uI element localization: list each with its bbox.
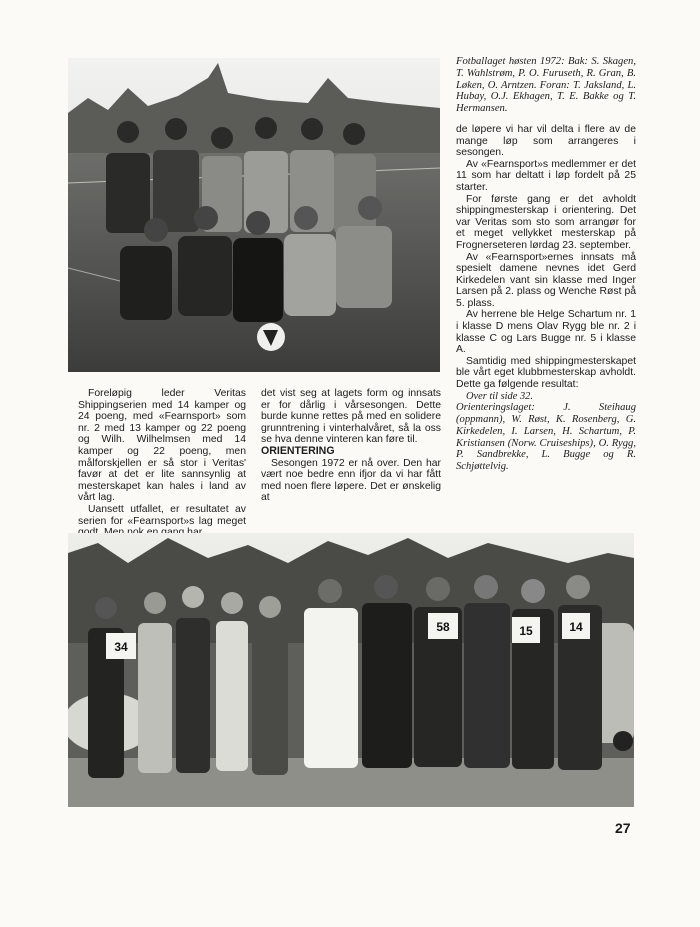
orienteering-team-photo [68, 533, 634, 807]
paragraph: Av «Fearnsport»s medlemmer er det 11 som har deltatt i løp fordelt på 25 starter. [456, 158, 636, 193]
orienteering-caption: Orienteringslaget: J. Steihaug (oppmann), W. Røst, K. Rosenberg, G. Kirkedelen, I. Larsen, H. Schartum, P. Kristiansen (Norw. Cruiseships), O. Rygg, P. Sandbrekke, L. Bugge og R. Schjøttelvig. [456, 402, 636, 473]
left-column [78, 388, 246, 539]
paragraph: Foreløpig leder Veritas Shippingserien med 14 kamper og 24 poeng, med «Fearnsport» som nr. 2 med 13 kamper og 22 poeng og Wilh. Wilhelmsen med 14 kamper og 22 poeng, men målforskjellen er så stor i Veritas' favør at det er lite sannsynlig at mesterskapet kan hales i land av vårt lag. [78, 388, 246, 504]
page-number: 27 [615, 820, 631, 836]
football-team-photo [68, 58, 440, 372]
race-bib: 15 [519, 624, 533, 638]
continued-note: Over til side 32. [466, 390, 533, 402]
paragraph: Sesongen 1972 er nå over. Den har vært noe bedre enn ifjor da vi har fått med noen flere løpere. Det er ønskelig at [261, 457, 441, 504]
paragraph: Uansett utfallet, er resultatet av serien for «Fearnsport»s lag meget [78, 503, 246, 527]
middle-column [261, 388, 441, 504]
race-bib: 58 [436, 620, 450, 634]
paragraph: Av «Fearnsport»ernes innsats må spesielt damene nevnes idet Gerd Kirkedelen vant sin klasse med Inger Larsen på 2. plass og Wenche Røst på 5. plass. [456, 251, 636, 309]
paragraph: Av herrene ble Helge Schartum nr. 1 i klasse D mens Olav Rygg ble nr. 2 i klasse C og Lars Bugge nr. 5 i klasse A. [456, 309, 636, 356]
paragraph: Samtidig med shippingmesterskapet ble vårt eget klubbmesterskap avholdt. Dette ga følgende resultat: [456, 355, 636, 391]
football-caption: Fotballaget høsten 1972: Bak: S. Skagen, T. Wahlstrøm, P. O. Furuseth, R. Gran, B. Løken, O. Arntzen. Foran: T. Jaksland, L. Hubay, O.J. Ekhagen, T. E. Bakke og T. Hermansen. [456, 56, 636, 115]
paragraph: For første gang er det avholdt shippingmesterskap i orientering. Det var Veritas som sto som arrangør for et meget vellykket mesterskap på Frognerseteren lørdag 23. september. [456, 193, 636, 251]
section-heading: ORIENTERING [261, 444, 335, 457]
right-column [456, 56, 636, 473]
race-bib: 34 [114, 640, 128, 654]
race-bib: 14 [569, 620, 583, 634]
paragraph: de løpere vi har vil delta i flere av de mange løp som arrangeres i sesongen. [456, 123, 636, 159]
paragraph: det vist seg at lagets form og innsats er for dårlig i vårsesongen. Dette burde kunne rettes på med en solidere grunntrening i vinterhalvåret, så la oss se hva denne vinteren kan føre til. [261, 388, 441, 446]
